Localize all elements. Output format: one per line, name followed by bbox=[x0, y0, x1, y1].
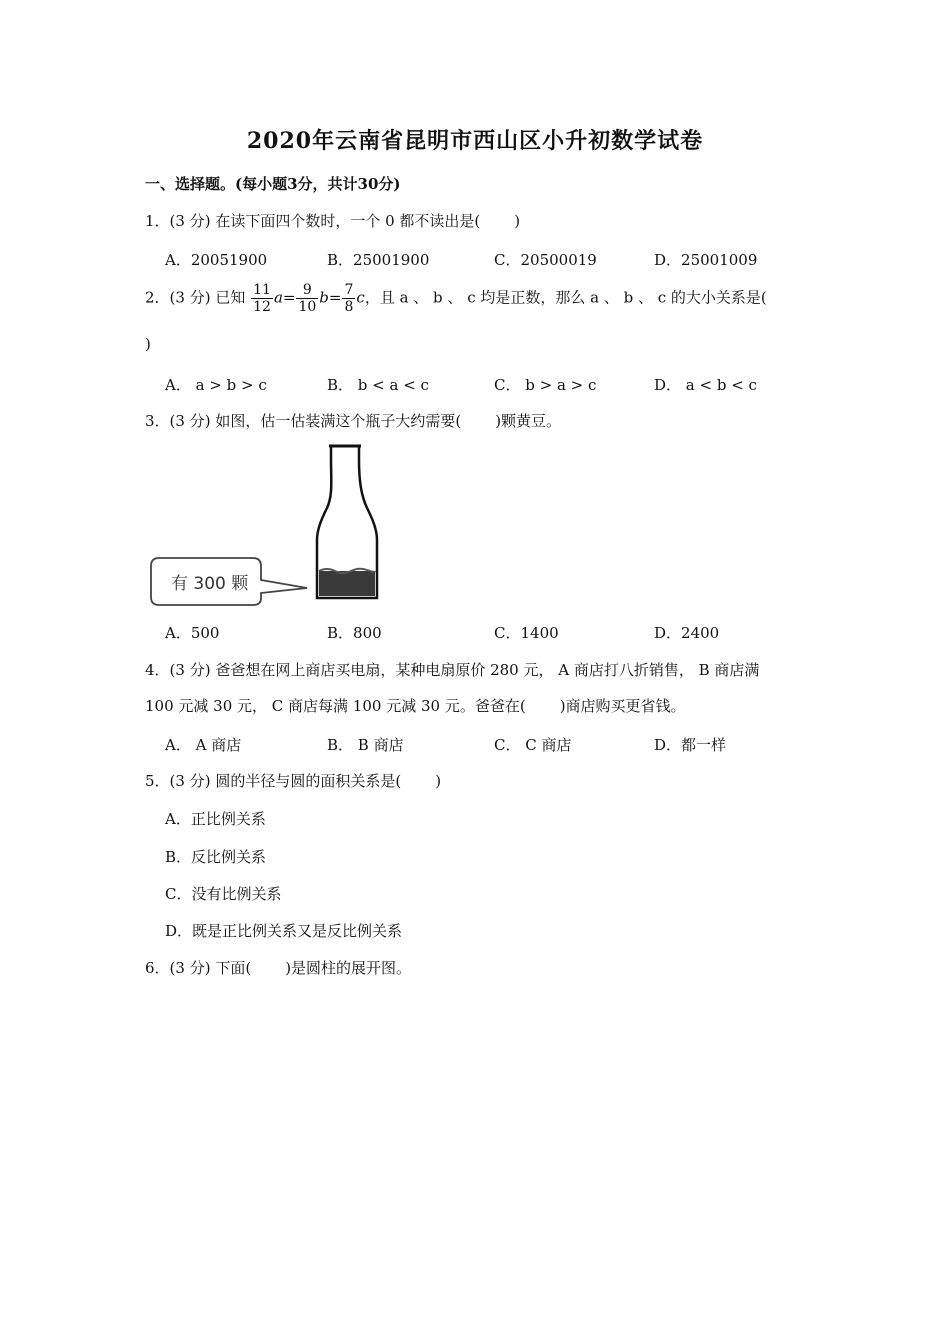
q3-option-b: B．800 bbox=[327, 624, 382, 642]
question-2-close: ) bbox=[145, 335, 151, 353]
q4-option-c: C． C 商店 bbox=[494, 736, 572, 754]
fraction-9-10: $\frac{9}{10}$ bbox=[298, 282, 317, 316]
q3-option-a: A．500 bbox=[165, 624, 220, 642]
section-heading: 一、选择题。(每小题3分，共计30分) bbox=[145, 175, 401, 193]
fraction-11-12: $\frac{11}{12}$ bbox=[253, 282, 271, 316]
q4-option-a: A． A 商店 bbox=[165, 736, 242, 754]
question-2-prefix: 2．(3 分) 已知 bbox=[145, 288, 246, 307]
q3-option-d: D．2400 bbox=[654, 624, 720, 642]
q4-option-b: B． B 商店 bbox=[327, 736, 404, 754]
q2-option-d: D． a < b < c bbox=[654, 376, 757, 394]
bubble-label: 有 300 颗 bbox=[171, 574, 249, 594]
q2-option-c: C． b > a > c bbox=[494, 376, 597, 394]
question-5-close: ) bbox=[435, 772, 442, 790]
q2-option-b: B． b < a < c bbox=[327, 376, 429, 394]
q4-option-d: D．都一样 bbox=[654, 736, 727, 754]
variable-a: a bbox=[273, 288, 283, 307]
question-6-stem: 6．(3 分) 下面( bbox=[145, 959, 252, 977]
question-2 bbox=[145, 282, 767, 315]
q5-option-b: B．反比例关系 bbox=[165, 848, 267, 866]
q1-option-c: C．20500019 bbox=[494, 251, 597, 269]
question-4-line-2-end: )商店购买更省钱。 bbox=[559, 697, 686, 715]
question-1-stem: 1．(3 分) 在读下面四个数时，一个 0 都不读出是( bbox=[145, 212, 481, 230]
question-2-suffix: ，且 a 、 b 、 c 均是正数，那么 a 、 b 、 c 的大小关系是( bbox=[364, 288, 767, 307]
equals-sign: = bbox=[328, 288, 342, 307]
q5-option-c: C．没有比例关系 bbox=[165, 885, 282, 903]
bottle-figure bbox=[145, 440, 385, 610]
question-3 bbox=[145, 410, 561, 431]
question-5-stem: 5．(3 分) 圆的半径与圆的面积关系是( bbox=[145, 772, 402, 790]
question-6-stem-end: )是圆柱的展开图。 bbox=[285, 959, 412, 977]
question-1 bbox=[145, 210, 520, 231]
fraction-7-8: $\frac{7}{8}$ bbox=[344, 282, 354, 316]
question-4-line-2 bbox=[145, 695, 686, 716]
question-6 bbox=[145, 957, 411, 978]
q3-option-c: C．1400 bbox=[494, 624, 559, 642]
q2-option-a: A． a > b > c bbox=[165, 376, 267, 394]
q5-option-a: A．正比例关系 bbox=[165, 810, 266, 828]
variable-c: c bbox=[356, 288, 365, 307]
beans-fill bbox=[319, 571, 375, 596]
question-5 bbox=[145, 770, 441, 791]
question-3-stem: 3．(3 分) 如图，估一估装满这个瓶子大约需要( bbox=[145, 412, 462, 430]
question-4-line-2-start: 100 元减 30 元， C 商店每满 100 元减 30 元。爸爸在( bbox=[145, 697, 526, 715]
question-4-line-1: 4．(3 分) 爸爸想在网上商店买电扇，某种电扇原价 280 元， A 商店打八折销售， B 商店满 bbox=[145, 661, 760, 679]
q1-option-d: D．25001009 bbox=[654, 251, 758, 269]
q1-option-a: A．20051900 bbox=[165, 251, 268, 269]
question-3-stem-end: )颗黄豆。 bbox=[495, 412, 562, 430]
page-title: 2020年云南省昆明市西山区小升初数学试卷 bbox=[246, 128, 704, 154]
question-1-close: ) bbox=[514, 212, 521, 230]
equals-sign: = bbox=[282, 288, 296, 307]
variable-b: b bbox=[319, 288, 329, 307]
q1-option-b: B．25001900 bbox=[327, 251, 430, 269]
q5-option-d: D．既是正比例关系又是反比例关系 bbox=[165, 922, 403, 940]
